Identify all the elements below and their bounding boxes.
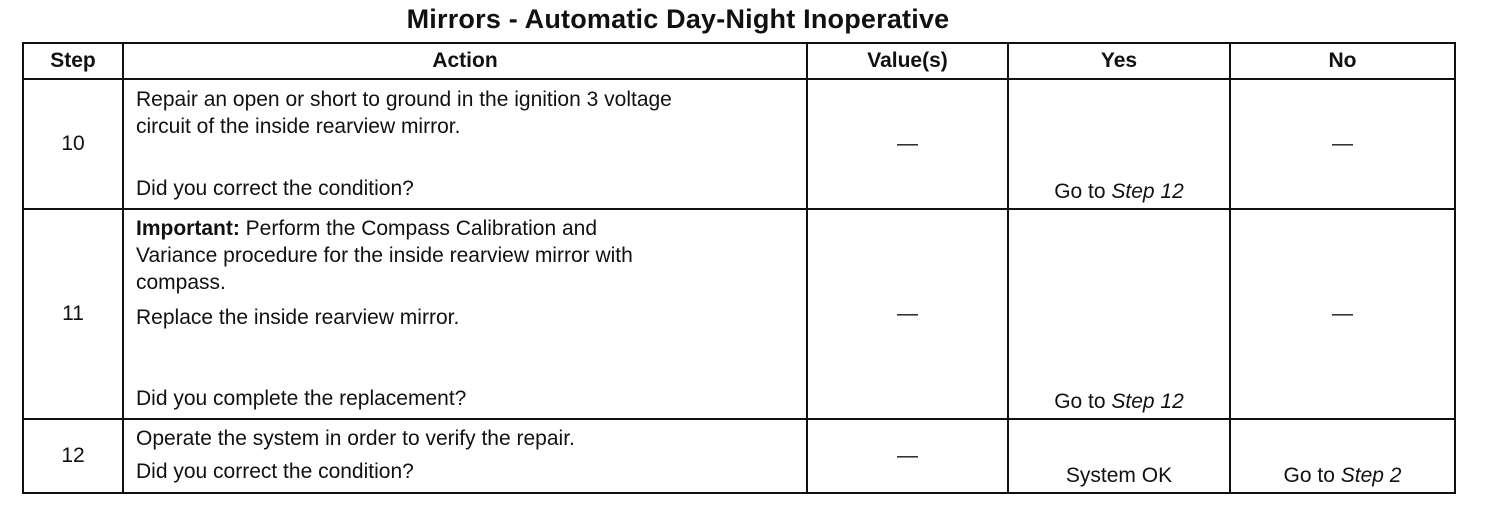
no-cell [1230,79,1455,209]
no-go-to: Go to [1283,464,1341,487]
table-row [23,79,1455,209]
step-number: 12 [23,419,123,493]
action-text: Operate the system in order to verify the repair. [136,427,575,450]
table-row [23,419,1455,493]
important-label: Important: [136,217,240,240]
important-text: Variance procedure for the inside rearview mirror with [136,244,633,267]
action-cell [123,419,807,493]
important-text: compass. [136,271,226,294]
no-dash: — [1332,132,1353,155]
no-cell [1230,419,1455,493]
yes-go-to: Go to [1054,180,1112,203]
value-dash: — [897,444,918,467]
no-step-link: Step 2 [1340,464,1402,487]
value-cell [807,419,1008,493]
value-dash: — [897,132,918,155]
yes-cell [1008,79,1230,209]
action-text: circuit of the inside rearview mirror. [136,115,461,138]
no-dash: — [1332,302,1353,325]
important-text: Perform the Compass Calibration and [239,217,597,240]
yes-step-link: Step 12 [1111,180,1184,203]
header-values: Value(s) [807,43,1008,79]
action-question: Did you correct the condition? [136,460,414,483]
action-question: Did you correct the condition? [136,177,414,200]
header-yes: Yes [1008,43,1230,79]
yes-step-link: Step 12 [1111,390,1184,413]
action-text: Repair an open or short to ground in the ignition 3 voltage [136,88,672,111]
important-note [136,215,794,242]
value-cell [807,79,1008,209]
yes-cell [1008,209,1230,419]
page-title: Mirrors - Automatic Day-Night Inoperative [406,4,950,34]
diagnostic-table [22,42,1456,494]
no-cell [1230,209,1455,419]
value-cell [807,209,1008,419]
value-dash: — [897,302,918,325]
yes-cell [1008,419,1230,493]
action-text: Replace the inside rearview mirror. [136,306,460,329]
yes-go-to: Go to [1054,390,1112,413]
action-cell [123,209,807,419]
yes-result: System OK [1065,464,1173,487]
table-row [23,209,1455,419]
step-number: 10 [23,79,123,209]
header-step: Step [23,43,123,79]
action-question: Did you complete the replacement? [136,387,467,410]
step-number: 11 [23,209,123,419]
header-action: Action [123,43,807,79]
action-cell [123,79,807,209]
header-no: No [1230,43,1455,79]
header-row [23,43,1455,79]
